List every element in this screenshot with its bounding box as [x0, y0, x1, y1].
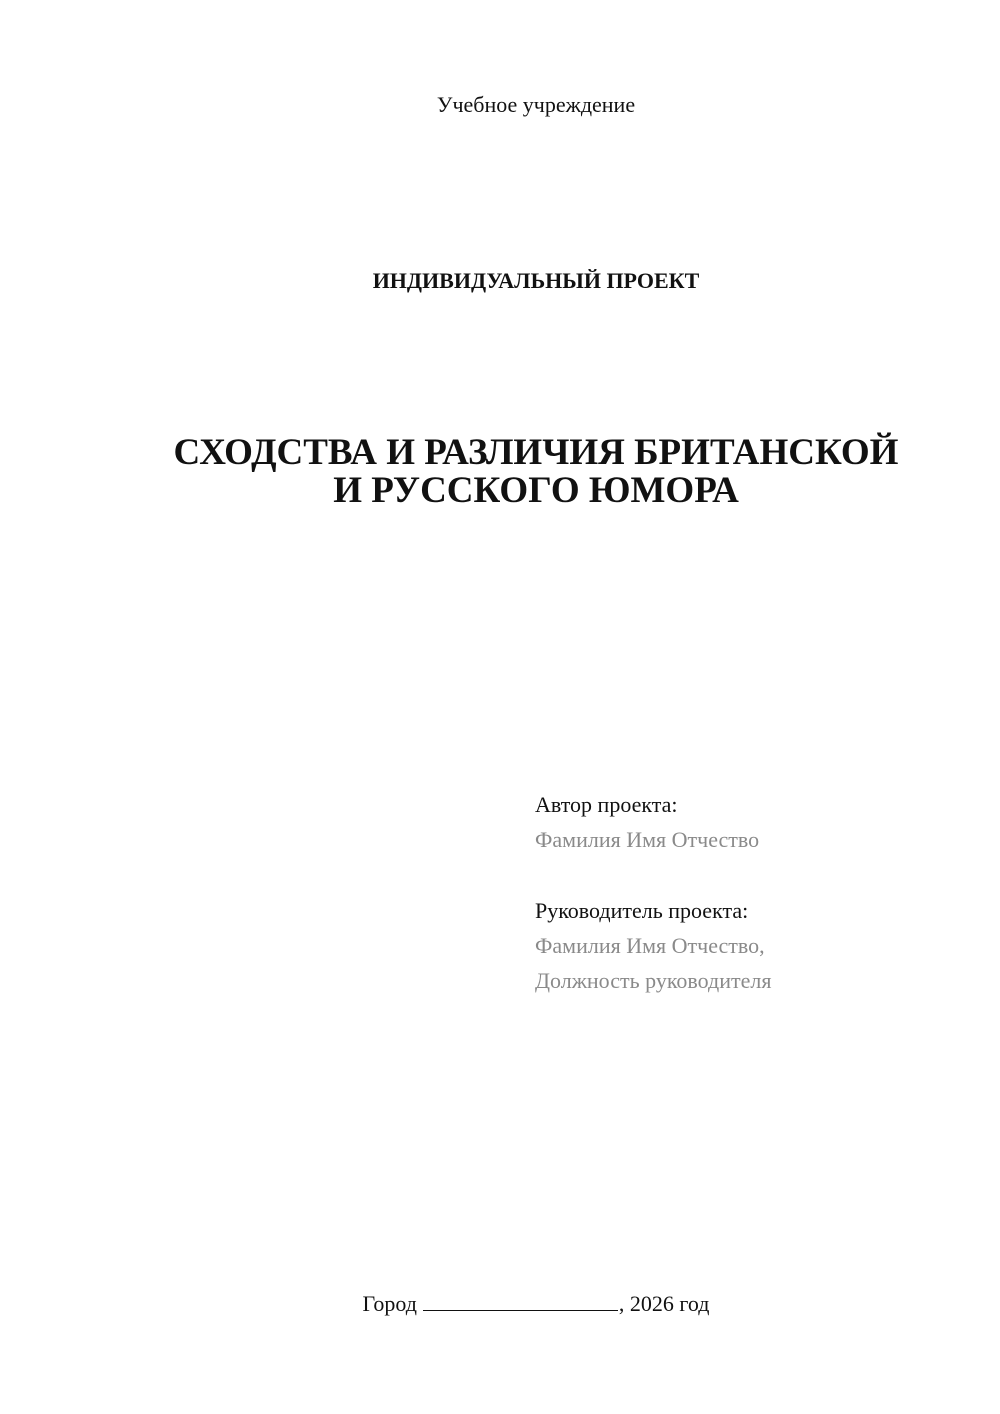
- supervisor-position-placeholder: Должность руководителя: [535, 968, 772, 993]
- city-label: Город: [362, 1291, 417, 1316]
- supervisor-label: Руководитель проекта:: [535, 898, 749, 923]
- project-title: [0, 434, 1000, 510]
- project-title-line-1: СХОДСТВА И РАЗЛИЧИЯ БРИТАНСКОЙ: [173, 432, 899, 473]
- author-name-placeholder: Фамилия Имя Отчество: [535, 827, 760, 852]
- supervisor-name-placeholder: Фамилия Имя Отчество,: [535, 933, 765, 958]
- project-title-line-2: И РУССКОГО ЮМОРА: [333, 470, 739, 511]
- city-blank-line: [423, 1290, 618, 1311]
- document-type: ИНДИВИДУАЛЬНЫЙ ПРОЕКТ: [372, 268, 700, 293]
- footer-city-year: [0, 1290, 1000, 1317]
- supervisor-block: [535, 893, 771, 998]
- institution-name: Учебное учреждение: [436, 92, 636, 117]
- author-label: Автор проекта:: [535, 792, 678, 817]
- year-text: , 2026 год: [618, 1291, 710, 1316]
- author-block: [535, 787, 759, 857]
